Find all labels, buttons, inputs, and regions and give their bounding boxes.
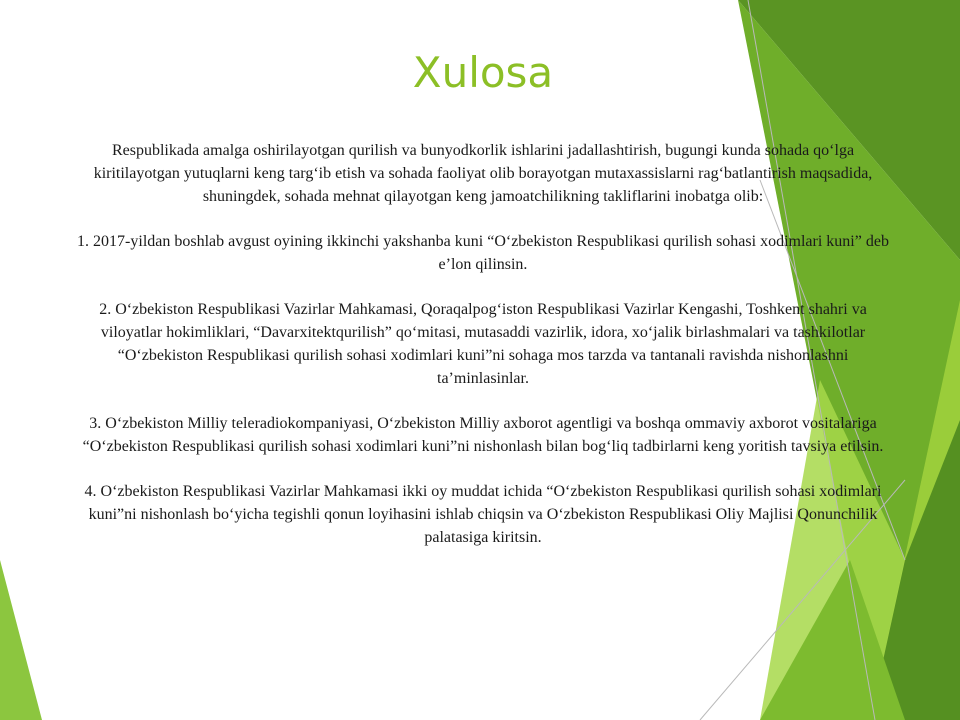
deco-shard-left (0, 560, 42, 720)
list-item-2: 2. O‘zbekiston Respublikasi Vazirlar Mahkamasi, Qoraqalpog‘iston Respublikasi Vazirlar Kengashi, Toshkent shahri va viloyatlar hokimliklari, “Davarxitektqurilish” qo‘mitasi, mutasaddi vazirlik, idora, xo‘jalik birlashmalari va tashkilotlar “O‘zbekiston Respublikasi qurilish sohasi xodimlari kuni”ni sohaga mos tarzda va tantanali ravishda nishonlashni ta’minlasinlar. (99, 301, 867, 387)
list-item-1: 1. 2017-yildan boshlab avgust oyining ikkinchi yakshanba kuni “O‘zbekiston Respublikasi qurilish sohasi xodimlari kuni” deb e’lon qilinsin. (77, 233, 889, 273)
slide-title: Xulosa (412, 48, 554, 97)
list-item-4: 4. O‘zbekiston Respublikasi Vazirlar Mahkamasi ikki oy muddat ichida “O‘zbekiston Respublikasi qurilish sohasi xodimlari kuni”ni nishonlash bo‘yicha tegishli qonun loyihasini ishlab chiqsin va O‘zbekiston Respublikasi Oliy Majlisi Qonunchilik palatasiga kiritsin. (84, 483, 882, 546)
intro-paragraph: Respublikada amalga oshirilayotgan qurilish va bunyodkorlik ishlarini jadallashtirish, bugungi kunda sohada qo‘lga kiritilayotgan yutuqlarni keng targ‘ib etish va sohada faoliyat olib borayotgan mutaxassislarni rag‘batlantirish maqsadida, shuningdek, sohada mehnat qilayotgan keng jamoatchilikning takliflarini inobatga olib: (93, 142, 873, 205)
slide-body (70, 139, 896, 571)
list-item-3: 3. O‘zbekiston Milliy teleradiokompaniyasi, O‘zbekiston Milliy axborot agentligi va boshqa ommaviy axborot vositalariga “O‘zbekiston Respublikasi qurilish sohasi xodimlari kuni”ni nishonlash bilan bog‘liq tadbirlarni keng yoritish tavsiya etilsin. (82, 415, 884, 455)
